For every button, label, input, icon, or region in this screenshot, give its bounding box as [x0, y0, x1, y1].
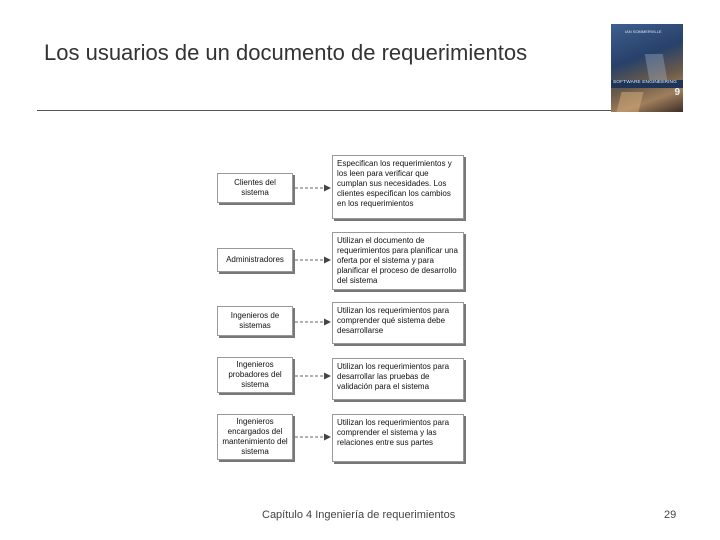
slide-footer: Capítulo 4 Ingeniería de requerimientos [262, 509, 456, 521]
user-box-ingenieros-mantenimiento: Ingenieros encargados del mantenimiento del sistema [217, 414, 293, 460]
page-number: 29 [664, 509, 677, 521]
user-box-ingenieros-probadores: Ingenieros probadores del sistema [217, 357, 293, 393]
cover-author: IAN SOMMERVILLE [625, 29, 662, 34]
use-box-administradores: Utilizan el documento de requerimientos para planificar una oferta por el sistema y para planificar el proceso de desarrollo del sistema [332, 232, 464, 290]
cover-edition: 9 [674, 87, 680, 98]
use-box-clientes: Especifican los requerimientos y los leen para verificar que cumplan sus necesidades. Los clientes especifican los cambios en los requerimientos [332, 155, 464, 219]
user-box-administradores: Administradores [217, 248, 293, 272]
slide-title: Los usuarios de un documento de requerimientos [44, 40, 528, 65]
cover-title: SOFTWARE ENGINEERING [613, 80, 677, 85]
use-box-ingenieros-sistemas: Utilizan los requerimientos para comprender qué sistema debe desarrollarse [332, 302, 464, 344]
user-box-clientes: Clientes del sistema [217, 173, 293, 203]
user-box-ingenieros-sistemas: Ingenieros de sistemas [217, 306, 293, 336]
use-box-ingenieros-probadores: Utilizan los requerimientos para desarrollar las pruebas de validación para el sistema [332, 358, 464, 400]
use-box-ingenieros-mantenimiento: Utilizan los requerimientos para comprender el sistema y las relaciones entre sus partes [332, 414, 464, 462]
